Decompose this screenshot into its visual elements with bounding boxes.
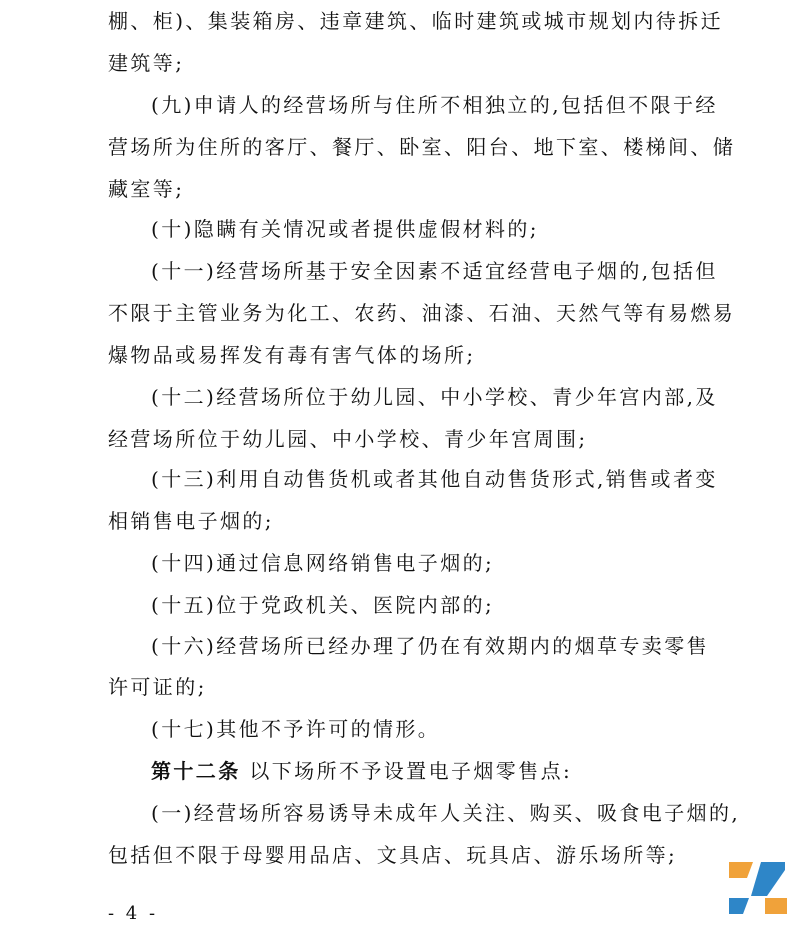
article-text: 以下场所不予设置电子烟零售点:: [240, 759, 573, 783]
text-line: (一)经营场所容易诱导未成年人关注、购买、吸食电子烟的,: [151, 801, 741, 825]
text-line: 经营场所位于幼儿园、中小学校、青少年宫周围;: [108, 427, 588, 451]
text-line: (十二)经营场所位于幼儿园、中小学校、青少年宫内部,及: [151, 385, 718, 409]
article-number: 第十二条: [151, 759, 241, 783]
text-line: 建筑等;: [108, 51, 185, 75]
text-line: (十一)经营场所基于安全因素不适宜经营电子烟的,包括但: [151, 259, 718, 283]
text-line: 藏室等;: [108, 177, 185, 201]
text-line: 不限于主管业务为化工、农药、油漆、石油、天然气等有易燃易: [108, 301, 736, 325]
text-line: (十七)其他不予许可的情形。: [151, 717, 441, 741]
page-number: - 4 -: [108, 903, 159, 924]
text-line: (十四)通过信息网络销售电子烟的;: [151, 551, 495, 575]
text-line: (十三)利用自动售货机或者其他自动售货形式,销售或者变: [151, 467, 718, 491]
text-line: (九)申请人的经营场所与住所不相独立的,包括但不限于经: [151, 93, 718, 117]
text-line: 许可证的;: [108, 675, 207, 699]
article-heading-line: [151, 758, 698, 784]
text-line: (十五)位于党政机关、医院内部的;: [151, 593, 495, 617]
text-line: 营场所为住所的客厅、餐厅、卧室、阳台、地下室、楼梯间、储: [108, 135, 736, 159]
text-line: (十六)经营场所已经办理了仍在有效期内的烟草专卖零售: [151, 634, 710, 658]
text-line: 包括但不限于母婴用品店、文具店、玩具店、游乐场所等;: [108, 843, 678, 867]
text-line: (十)隐瞒有关情况或者提供虚假材料的;: [151, 217, 539, 241]
text-line: 相销售电子烟的;: [108, 509, 274, 533]
watermark-logo-icon: [727, 856, 789, 918]
text-line: 棚、柜)、集装箱房、违章建筑、临时建筑或城市规划内待拆迁: [108, 9, 724, 33]
text-line: 爆物品或易挥发有毒有害气体的场所;: [108, 343, 476, 367]
